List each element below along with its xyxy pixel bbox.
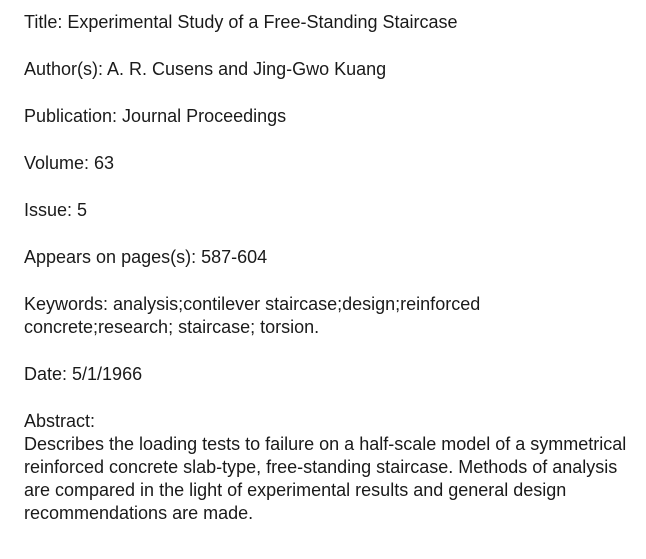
authors-field: Author(s): A. R. Cusens and Jing-Gwo Kuang [24,59,387,79]
issue-field: Issue: 5 [24,200,88,220]
abstract-text: Describes the loading tests to failure on a half-scale model of a symmetrical reinforced concrete slab-type, free-standing staircase. Methods of analysis are compared in the light of experimental results and general design recommendations are made. [24,434,627,523]
date-field: Date: 5/1/1966 [24,364,143,384]
document-record [24,11,634,525]
pages-field: Appears on pages(s): 587-604 [24,247,268,267]
volume-field: Volume: 63 [24,153,115,173]
title-field: Title: Experimental Study of a Free-Standing Staircase [24,12,458,32]
publication-field: Publication: Journal Proceedings [24,106,287,126]
keywords-field: Keywords: analysis;contilever staircase;design;reinforced concrete;research; staircase; torsion. [24,294,481,337]
abstract-label: Abstract: [24,411,96,431]
abstract-section [24,410,634,525]
